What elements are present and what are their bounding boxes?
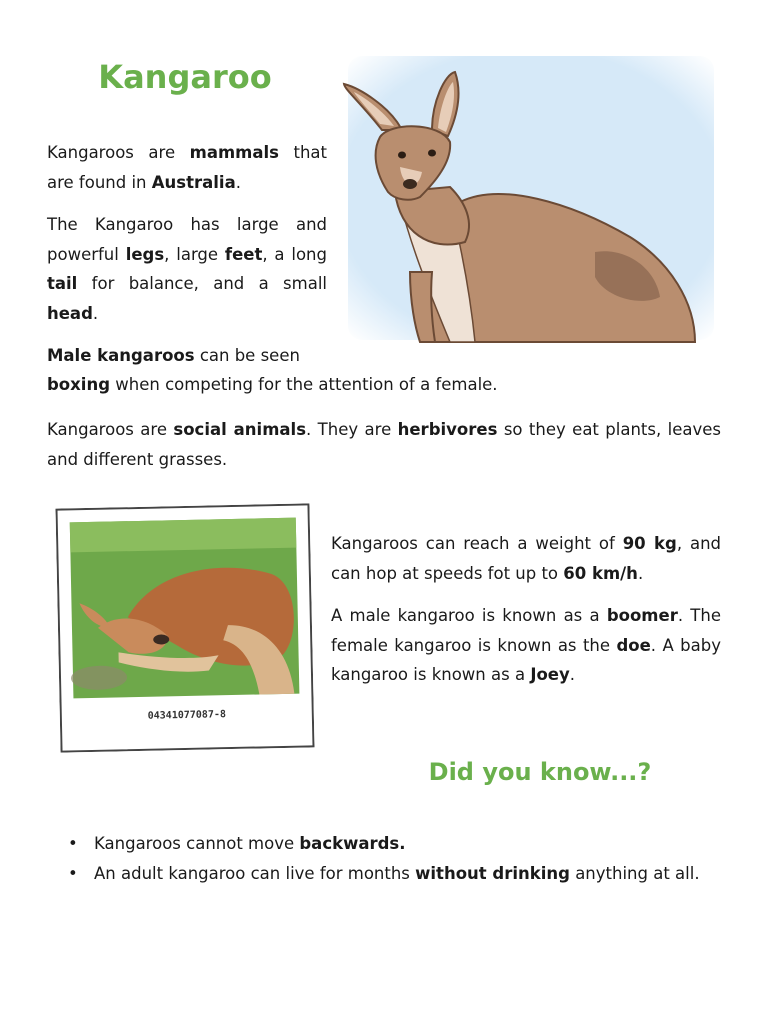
photo-side-text <box>331 529 721 703</box>
intro-paragraph-2: The Kangaroo has large and powerful legs, large feet, a long tail for balance, and a small head. <box>47 215 327 323</box>
bullet-icon: • <box>68 863 78 883</box>
intro-text <box>47 138 327 384</box>
social-paragraph: Kangaroos are social animals. They are herbivores so they eat plants, leaves and different grasses. <box>47 420 721 469</box>
list-item: • Kangaroos cannot move backwards. <box>68 829 721 859</box>
page-title: Kangaroo <box>98 58 272 96</box>
did-you-know-heading: Did you know...? <box>428 758 652 786</box>
weight-paragraph: Kangaroos can reach a weight of 90 kg, and can hop at speeds fot up to 60 km/h. <box>331 534 721 583</box>
kangaroo-illustration <box>340 52 720 344</box>
bullet-icon: • <box>68 834 78 853</box>
intro-paragraph-3: Male kangaroos can be seen <box>47 346 300 365</box>
boxing-paragraph: boxing when competing for the attention of a female. <box>47 375 498 394</box>
facts-list <box>68 829 721 888</box>
intro-paragraph-1: Kangaroos are mammals that are found in Australia. <box>47 143 327 192</box>
list-item: • An adult kangaroo can live for months without drinking anything at all. <box>68 859 721 889</box>
names-paragraph: A male kangaroo is known as a boomer. The female kangaroo is known as the doe. A baby kangaroo is known as a Joey. <box>331 606 721 684</box>
photo-caption: 04341077087-8 <box>147 709 227 722</box>
kangaroo-photo <box>55 503 314 752</box>
